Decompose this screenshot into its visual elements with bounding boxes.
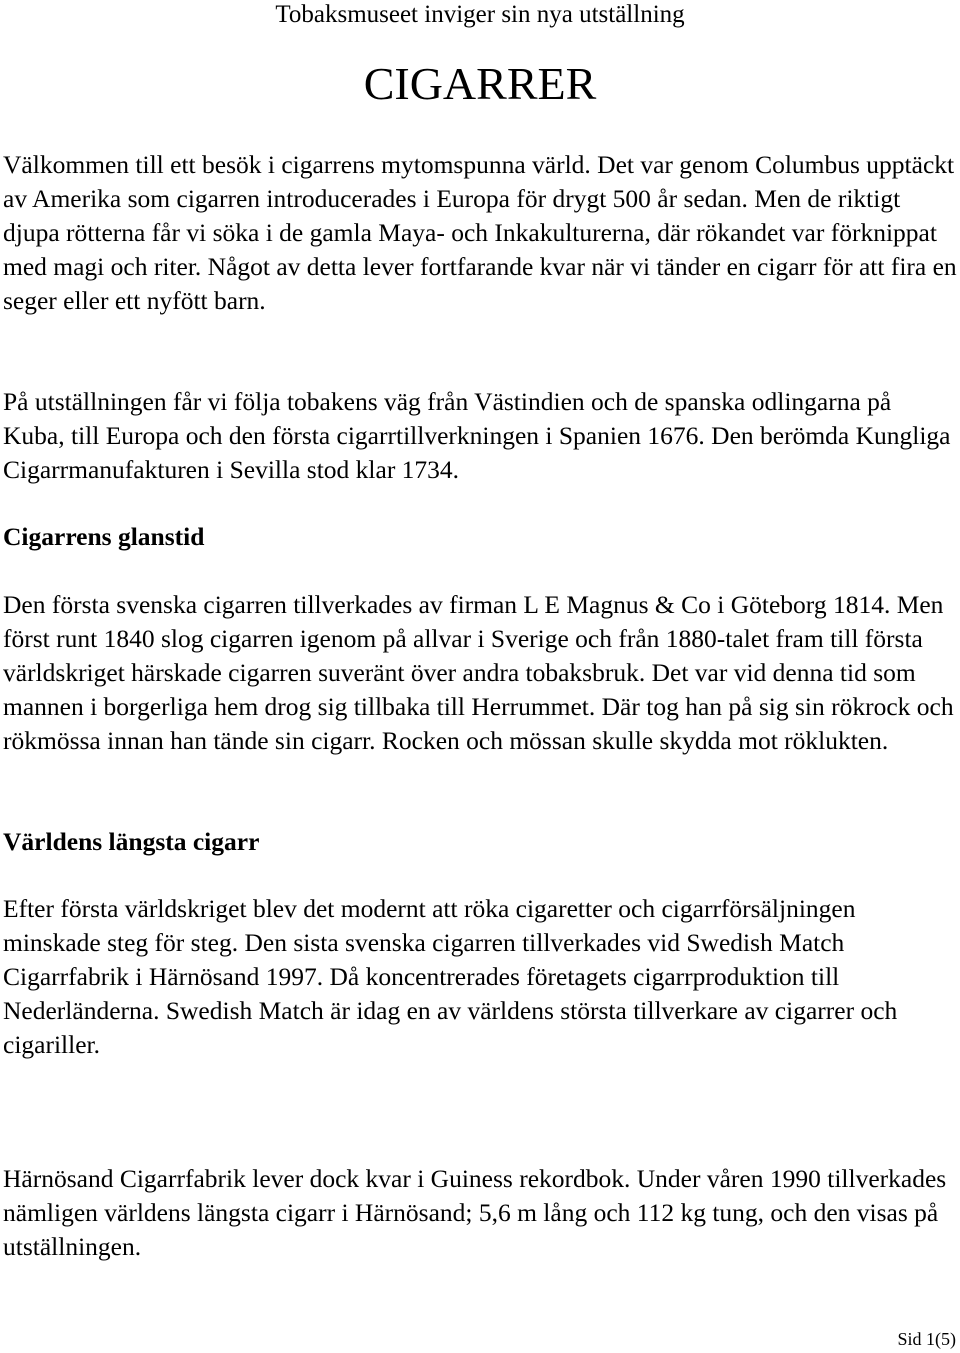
- section-heading-glanstid: Cigarrens glanstid: [3, 522, 205, 551]
- page-title: CIGARRER: [363, 58, 597, 109]
- glanstid-paragraph: Den första svenska cigarren tillverkades av firman L E Magnus & Co i Göteborg 1814. Men först runt 1840 slog cigarren igenom på allvar i Sverige och från 1880-talet fram till första världskriget härskade cigarren suveränt över andra tobaksbruk. Det var vid denna tid som mannen i borgerliga hem drog sig tillbaka till Herrummet. Där tog han på sig sin rökrock och rökmössa innan han tände sin cigarr. Rocken och mössan skulle skydda mot röklukten.: [3, 590, 954, 755]
- exhibition-paragraph: På utställningen får vi följa tobakens väg från Västindien och de spanska odlingarna på Kuba, till Europa och den första cigarrtillverkningen i Spanien 1676. Den berömda Kungliga Cigarrmanufakturen i Sevilla stod klar 1734.: [3, 387, 951, 484]
- rekordbok-paragraph: Härnösand Cigarrfabrik lever dock kvar i Guiness rekordbok. Under våren 1990 tillverkades nämligen världens längsta cigarr i Härnösand; 5,6 m lång och 112 kg tung, och den visas på utställningen.: [3, 1164, 947, 1261]
- section-heading-langsta-cigarr: Världens längsta cigarr: [3, 827, 260, 856]
- page-header: Tobaksmuseet inviger sin nya utställning: [275, 1, 685, 28]
- langsta-cigarr-paragraph: Efter första världskriget blev det modernt att röka cigaretter och cigarrförsäljningen minskade steg för steg. Den sista svenska cigarren tillverkades vid Swedish Match Cigarrfabrik i Härnösand 1997. Då koncentrerades företagets cigarrproduktion till Nederländerna. Swedish Match är idag en av världens största tillverkare av cigarrer och cigariller.: [3, 894, 898, 1059]
- page-number: Sid 1(5): [897, 1329, 956, 1349]
- intro-paragraph: Välkommen till ett besök i cigarrens mytomspunna värld. Det var genom Columbus upptäckt av Amerika som cigarren introducerades i Europa för drygt 500 år sedan. Men de riktigt djupa rötterna får vi söka i de gamla Maya- och Inkakulturerna, där rökandet var förknippat med magi och riter. Något av detta lever fortfarande kvar när vi tänder en cigarr för att fira en seger eller ett nyfött barn.: [3, 150, 957, 315]
